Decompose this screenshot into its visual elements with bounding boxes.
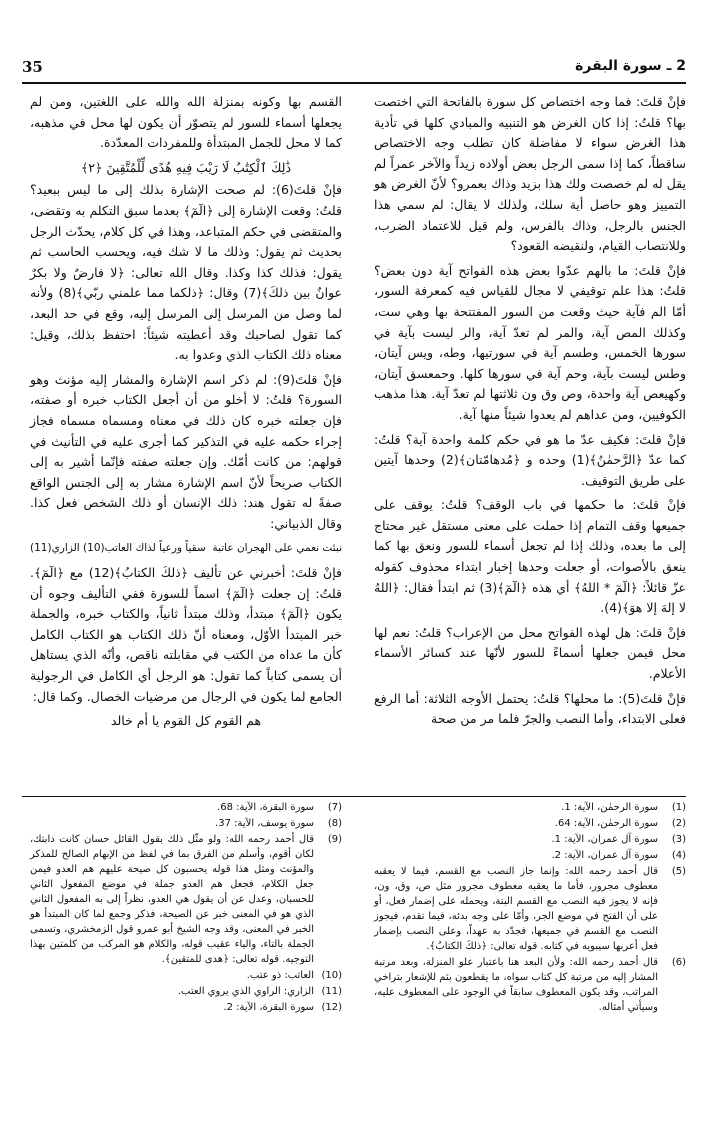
- paragraph: فإنْ قلتَ: هل لهذه الفواتح محل من الإعراب؟ قلتُ: نعم لها محل فيمن جعلها أسماءً للسور لأنّها عند كسائر الأسماء الأعلام.: [374, 624, 686, 682]
- footnotes-left: [30, 800, 342, 1016]
- footnote-number: (5): [671, 866, 686, 877]
- page-number: 35: [22, 58, 43, 76]
- paragraph: فإنْ قلتَ(5): ما محلها؟ قلتُ: يحتمل الأوجه الثلاثة: أما الرفع فعلى الابتداء، وأما النصب والجرّ فلما مر من صحة: [374, 690, 687, 727]
- footnote-text: سورة البقرة، الآية: 68.: [217, 802, 314, 813]
- paragraph: القسم بها وكونه بمنزلة الله والله على اللغتين، ومن لم يجعلها أسماء للسور لم يتصوّر أن يكون لها محل في مذهبه، كما لا محل للجمل المبتدأة وللمفردات المعدّدة.: [30, 94, 342, 151]
- paragraph: فإنْ قلتَ: ما بالهم عدّوا بعض هذه الفواتح آية دون بعض؟ قلتُ: هذا علم توقيفي لا مجال للقياس فيه كمعرفة السور، أمّا الم فآية حيث وقعت من السور المفتتحة بها وهي ست، وكذلك المص آية، والمر لم تعدّ آية، والر ليست بآية في سورها الخمس، وطسم آية في سورتيها، وطه، ويس آيتان، وطس ليست بآية، وحم آية في سورها كلها. وحمعسق آيتان، وكهيعص آية واحدة، وص وق ون ثلاثتها لم تعدّ آية. هذا مذهب الكوفيين، ومن عداهم لم يعدوا شيئاً منها آية.: [374, 262, 686, 422]
- footnote: [30, 816, 342, 831]
- footnote-separator: [22, 796, 686, 797]
- paragraph: فإنْ قلتَ: أخبرني عن تأليف ﴿ذلكَ الكتابُ﴾(12) مع ﴿الٓمٓ﴾. قلتُ: إن جعلت ﴿الٓمٓ﴾ اسماً للسورة ففي التأليف وجوه أن يكون ﴿الٓمٓ﴾ مبتدأ، وذلك مبتدأ ثانياً، والكتاب خبره، والجملة خبر المبتدأ الأوّل، ومعناه أنّ ذلك الكتاب هو الكتاب الكامل كأن ما عداه من الكتب في مقابلته ناقص، وأنّه الذي يستاهل أن يسمى كتاباً كما تقول: هو الرجل أي الكامل في الرجولية الجامع لما يكون في الرجال من مرضيات الخصال. وكما قال:: [30, 565, 342, 704]
- footnote-text: سورة آل عمران، الآية: 2.: [551, 850, 658, 861]
- paragraph: فإنْ قلتَ(6): لم صحت الإشارة بذلك إلى ما ليس ببعيد؟ قلتُ: وقعت الإشارة إلى ﴿الٓمٓ﴾ بعدما سبق التكلم به وتقضى، والمتقضى في حكم المتباعد، وهذا في كل كلام، يحدّث الرجل بحديث ثم يقول: وذلك ما لا شك فيه، ويحسب الحاسب ثم يقول: فذلك كذا وكذا. وقال الله تعالى: ﴿لا فارضٌ ولا بكرٌ عوانٌ بين ذلكَ﴾(7) وقال: ﴿ذلكما مما علمني ربّي﴾(8) ولأنه لما وصل من المرسل إلى المرسل إليه، وقع في حد البعد، كما تقول لصاحبك وقد أعطيته شيئاً: احتفظ بذلك، وقيل: معناه ذلك الكتاب الذي وعدوا به.: [30, 182, 342, 363]
- footnote-text: الزاري: الراوي الذي يروي العتب.: [177, 986, 314, 997]
- footnote: [374, 955, 686, 1015]
- footnotes-right: [374, 800, 686, 1016]
- footnote: [374, 832, 686, 847]
- footnote-number: (3): [671, 834, 686, 845]
- paragraph: فإنْ قلتَ(9): لم ذكر اسم الإشارة والمشار إليه مؤنث وهو السورة؟ قلتُ: لا أخلو من أن أجعل الكتاب خبره أو صفته، فإن جعلته خبره كان ذلك في معناه ومسماه مسماه فجاز إجراء حكمه عليه في التذكير كما أجرى عليه في التأنيث في قولهم: من كانت أمّك. وإن جعلته صفته فإنّما أشير به إلى الكتاب صريحاً لأنّ اسم الإشارة مشار به إلى الجنس الواقع صفةً له تقول هند: ذلك الإنسان أو ذلك الشخص فعل كذا. وقال الذبياني:: [30, 371, 342, 531]
- footnote-number: (2): [671, 818, 686, 829]
- footnote: [374, 816, 686, 831]
- paragraph: فإنْ قلتَ: فكيف عدّ ما هو في حكم كلمة واحدة آية؟ قلتُ: كما عدّ ﴿الرَّحمٰنُ﴾(1) وحده و ﴿مُدهامّتان﴾(2) وحدها آيتين على طريق التوقيف.: [374, 431, 686, 488]
- footnote: [30, 1000, 342, 1015]
- poem-line: [30, 538, 342, 559]
- paragraph: فإنْ قلتَ: فما وجه اختصاص كل سورة بالفاتحة التي اختصت بها؟ قلتُ: إذا كان الغرض هو التنبيه والمبادي كلها في تأدية هذا الغرض سواء لا مفاضلة كان تطلب وجه الاختصاص ساقطاً، كما إذا سمى الرجل بعض أولاده زيداً والآخر عمراً لم يقل له لم خصصت ولك هذا بزيد وذاك بعمرو؟ لأنّ الغرض هو التمييز وهو حاصل أية سلك، ولذلك لا يقال: لم سمي هذا الجنس بالرجل، وذاك بالفرس، ولم قيل للاعتماد الضرب، وللانتصاب القيام، ولنقيضه القعود؟: [374, 94, 686, 254]
- poem-closing-verse: هم القوم كل القوم يا أم خالد: [110, 713, 262, 729]
- footnote-text: العاتب: ذو عتب.: [246, 970, 314, 981]
- footnote: [374, 848, 686, 863]
- quranic-verse: ذَٰلِكَ ٱلْكِتَٰبُ لَا رَيْبَ فِيهِ هُدًى لِّلْمُتَّقِينَ ﴿٢﴾: [80, 159, 292, 175]
- footnote-text: سورة يوسف، الآية: 37.: [215, 818, 314, 829]
- footnote: [374, 864, 686, 954]
- right-text-column: [374, 92, 686, 734]
- running-head: 2 ـ سورة البقرة: [575, 58, 686, 74]
- footnote-text: قال أحمد رحمه الله: ولو مثّل ذلك بقول القائل حسان كانت دابتك، لكان أقوم، وأسلم من الفرق بما في لفظ من الإبهام الصالح للمذكر والمؤنث ومثل هذا قوله يحسبون كل صيحة عليهم هم العدو فيمن جعل الكلام، فجعل هم العدو جملة في موضع المفعول الثاني للحسبان، وعدل عن أن يقول هي العدو، نظراً إلى به المفعول الثاني الذي هو في المعنى خبر عن الصيحة، فذكر وجمع لما كان المبتدأ هو الخبر في المعنى، وقد وجه الشيخ أبو عمرو قول الزمخشري، وتسمى الجملة بالتاء، والياء عقيب قوله، والكلام هو المركب من كلمتين بهذا التوجيه. قوله تعالى: ﴿هدى للمتقين﴾.: [30, 834, 314, 965]
- footnote: [374, 800, 686, 815]
- footnote-number: (9): [327, 834, 342, 845]
- footnote-text: سورة الرحمٰن، الآية: 1.: [561, 802, 658, 813]
- footnote-text: سورة البقرة، الآية: 2.: [223, 1002, 314, 1013]
- footnote: [30, 832, 342, 967]
- footnote-text: سورة آل عمران، الآية: 1.: [551, 834, 658, 845]
- footnote: [30, 984, 342, 999]
- footnote-number: (12): [321, 1002, 342, 1013]
- paragraph: فإنْ قلتَ: ما حكمها في باب الوقف؟ قلتُ: يوقف على جميعها وقف التمام إذا حملت على معنى مستقل غير محتاج إلى ما بعده، وذلك إذا لم تجعل أسماء للسور ونعق بها كما ينعق بالأصوات، أو جعلت وحدها إخبار ابتداء محذوف كقوله عزّ قائلاً: ﴿الٓمٓ * اللهُ﴾ أي هذه ﴿الٓمٓ﴾(3) ثم ابتدأ فقال: ﴿اللهُ لا إلهَ إلا هوَ﴾(4).: [374, 497, 686, 616]
- footnote: [30, 968, 342, 983]
- left-text-column: [30, 92, 342, 734]
- footnote-number: (6): [671, 957, 686, 968]
- footnote-text: سورة الرحمٰن، الآية: 64.: [554, 818, 658, 829]
- footnote-number: (8): [327, 818, 342, 829]
- page-header: [22, 58, 686, 84]
- footnote-number: (4): [671, 850, 686, 861]
- poem-hemistich-right: نبئت نعمي على الهجران عاتبة: [212, 542, 342, 555]
- footnote-number: (7): [327, 802, 342, 813]
- footnote-text: قال أحمد رحمه الله: وإنما جاز النصب مع القسم، فيما لا يعقبه معطوف مجرور، فأما ما يعقبه معطوف مجرور مثل ص، وق، ون، فإنه لا يجوز فيه النصب مع القسم البتة، ويحمله على إضمار فعل، أو على أن الفتح في موضع الجر، وأمّا على وجه بدئه، فيما تقدم، فيجوز النصب مع القسم في جميعها، فجدّد به عهداً، وعلى النصب بإضمار فعل أعربها سيبويه في كتابه. قوله تعالى: ﴿ذلكَ الكتابُ﴾.: [374, 866, 658, 952]
- footnote: [30, 800, 342, 815]
- footnote-number: (11): [321, 986, 342, 997]
- footnote-text: قال أحمد رحمه الله: ولأن البعد هنا باعتبار علو المنزلة، وبعد مرتبة المشار إليه من مرتبة كل كتاب سواه، ما يقطعون بثم للإشعار بتراخي المراتب، وقد يكون المعطوف سابقاً في الوجود على المعطوف عليه، وسيأتي أمثاله.: [374, 957, 658, 1013]
- footnote-number: (1): [671, 802, 686, 813]
- footnote-number: (10): [321, 970, 342, 981]
- poem-hemistich-left: سقياً ورعياً لذاك العاتب(10) الزاري(11): [30, 542, 206, 555]
